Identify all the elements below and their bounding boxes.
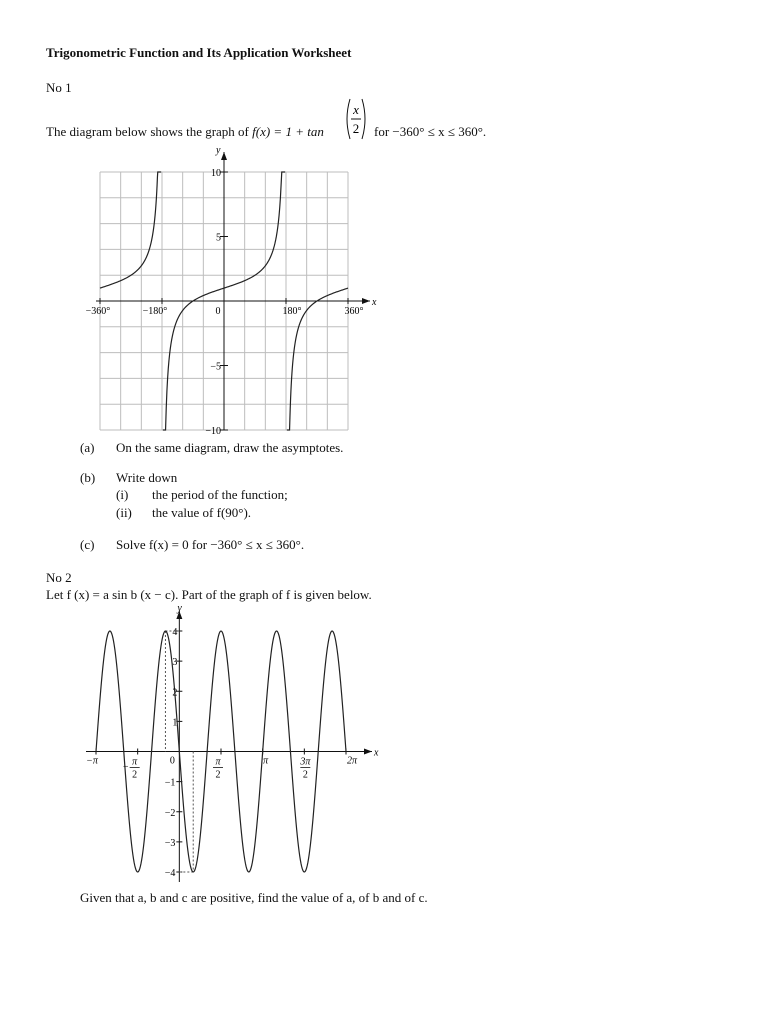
graph-2-labels	[86, 603, 379, 879]
part-a-label: (a)	[80, 440, 95, 455]
x-tick-label-pi: π	[263, 755, 269, 767]
y-tick-label: 1	[172, 717, 178, 729]
question-1-domain: for −360° ≤ x ≤ 360°.	[374, 124, 487, 139]
fraction-denominator: 2	[352, 121, 360, 136]
intro-prefix: The diagram below shows the graph of	[46, 124, 253, 139]
x-tick-label-neg-pi: −π	[86, 755, 98, 767]
fraction-numerator: x	[353, 102, 359, 117]
y-tick-label: −1	[164, 777, 176, 789]
question-2-intro: Let f (x) = a sin b (x − c). Part of the graph of f is given below.	[46, 587, 372, 602]
y-axis-label: y	[177, 603, 182, 614]
part-b-label: (b)	[80, 470, 96, 485]
graph-1-labels	[86, 145, 377, 437]
part-b-ii-text: the value of f(90°).	[152, 505, 252, 520]
denominator: 2	[302, 769, 308, 781]
minus-sign: −	[122, 761, 129, 773]
x-tick-label: −360°	[85, 306, 111, 317]
numerator: π	[132, 756, 138, 768]
x-tick-label-half-pi	[213, 757, 223, 781]
part-b-i-label: (i)	[116, 487, 129, 502]
part-b-i-text: the period of the function;	[152, 487, 288, 502]
tan-graph	[80, 140, 380, 440]
question-2-task: Given that a, b and c are positive, find the value of a, of b and of c.	[80, 890, 428, 905]
part-b-ii-label: (ii)	[116, 505, 132, 520]
x-tick-label: −180°	[142, 306, 168, 317]
worksheet-title: Trigonometric Function and Its Application Worksheet	[46, 45, 352, 60]
y-tick-label: −2	[164, 807, 176, 819]
y-tick-label: −4	[164, 868, 176, 879]
y-tick-label: −10	[205, 426, 221, 437]
y-axis-label: y	[216, 145, 221, 156]
question-1-number: No 1	[46, 80, 72, 95]
graph-1-axes	[96, 152, 370, 430]
part-c-text: Solve f(x) = 0 for −360° ≤ x ≤ 360°.	[116, 537, 305, 552]
x-axis-label: x	[374, 747, 379, 759]
x-tick-label: 0	[215, 306, 221, 317]
y-tick-label: 5	[216, 232, 221, 244]
part-c-label: (c)	[80, 537, 95, 552]
x-tick-label-two-pi: 2π	[346, 755, 358, 767]
tan-branch-1	[100, 172, 161, 288]
x-tick-label: 360°	[344, 306, 364, 317]
y-axis-arrow	[221, 152, 227, 160]
x-axis-label: x	[372, 297, 377, 308]
y-tick-label: 3	[172, 657, 178, 669]
question-1-intro	[46, 124, 324, 140]
intro-function: f(x) = 1 + tan	[252, 124, 324, 139]
part-b-text: Write down	[116, 470, 178, 485]
y-tick-label: 10	[211, 168, 221, 179]
x-axis-arrow	[362, 298, 370, 304]
x-tick-label-three-half-pi	[299, 757, 311, 781]
numerator: π	[215, 756, 221, 768]
x-axis-arrow	[364, 749, 372, 755]
denominator: 2	[132, 769, 138, 781]
fraction-x-over-2	[343, 96, 369, 142]
denominator: 2	[215, 769, 221, 781]
part-a-text: On the same diagram, draw the asymptotes.	[116, 440, 344, 455]
y-tick-label: −5	[210, 361, 221, 373]
question-2-number: No 2	[46, 570, 72, 585]
graph-2-axes	[86, 611, 372, 882]
x-tick-label-zero: 0	[169, 755, 175, 767]
y-tick-label: 4	[172, 627, 178, 638]
y-tick-label: −3	[164, 837, 176, 849]
numerator: 3π	[300, 756, 311, 768]
y-tick-label: 2	[172, 687, 178, 699]
x-tick-label: 180°	[282, 306, 302, 317]
sine-graph	[80, 598, 380, 883]
